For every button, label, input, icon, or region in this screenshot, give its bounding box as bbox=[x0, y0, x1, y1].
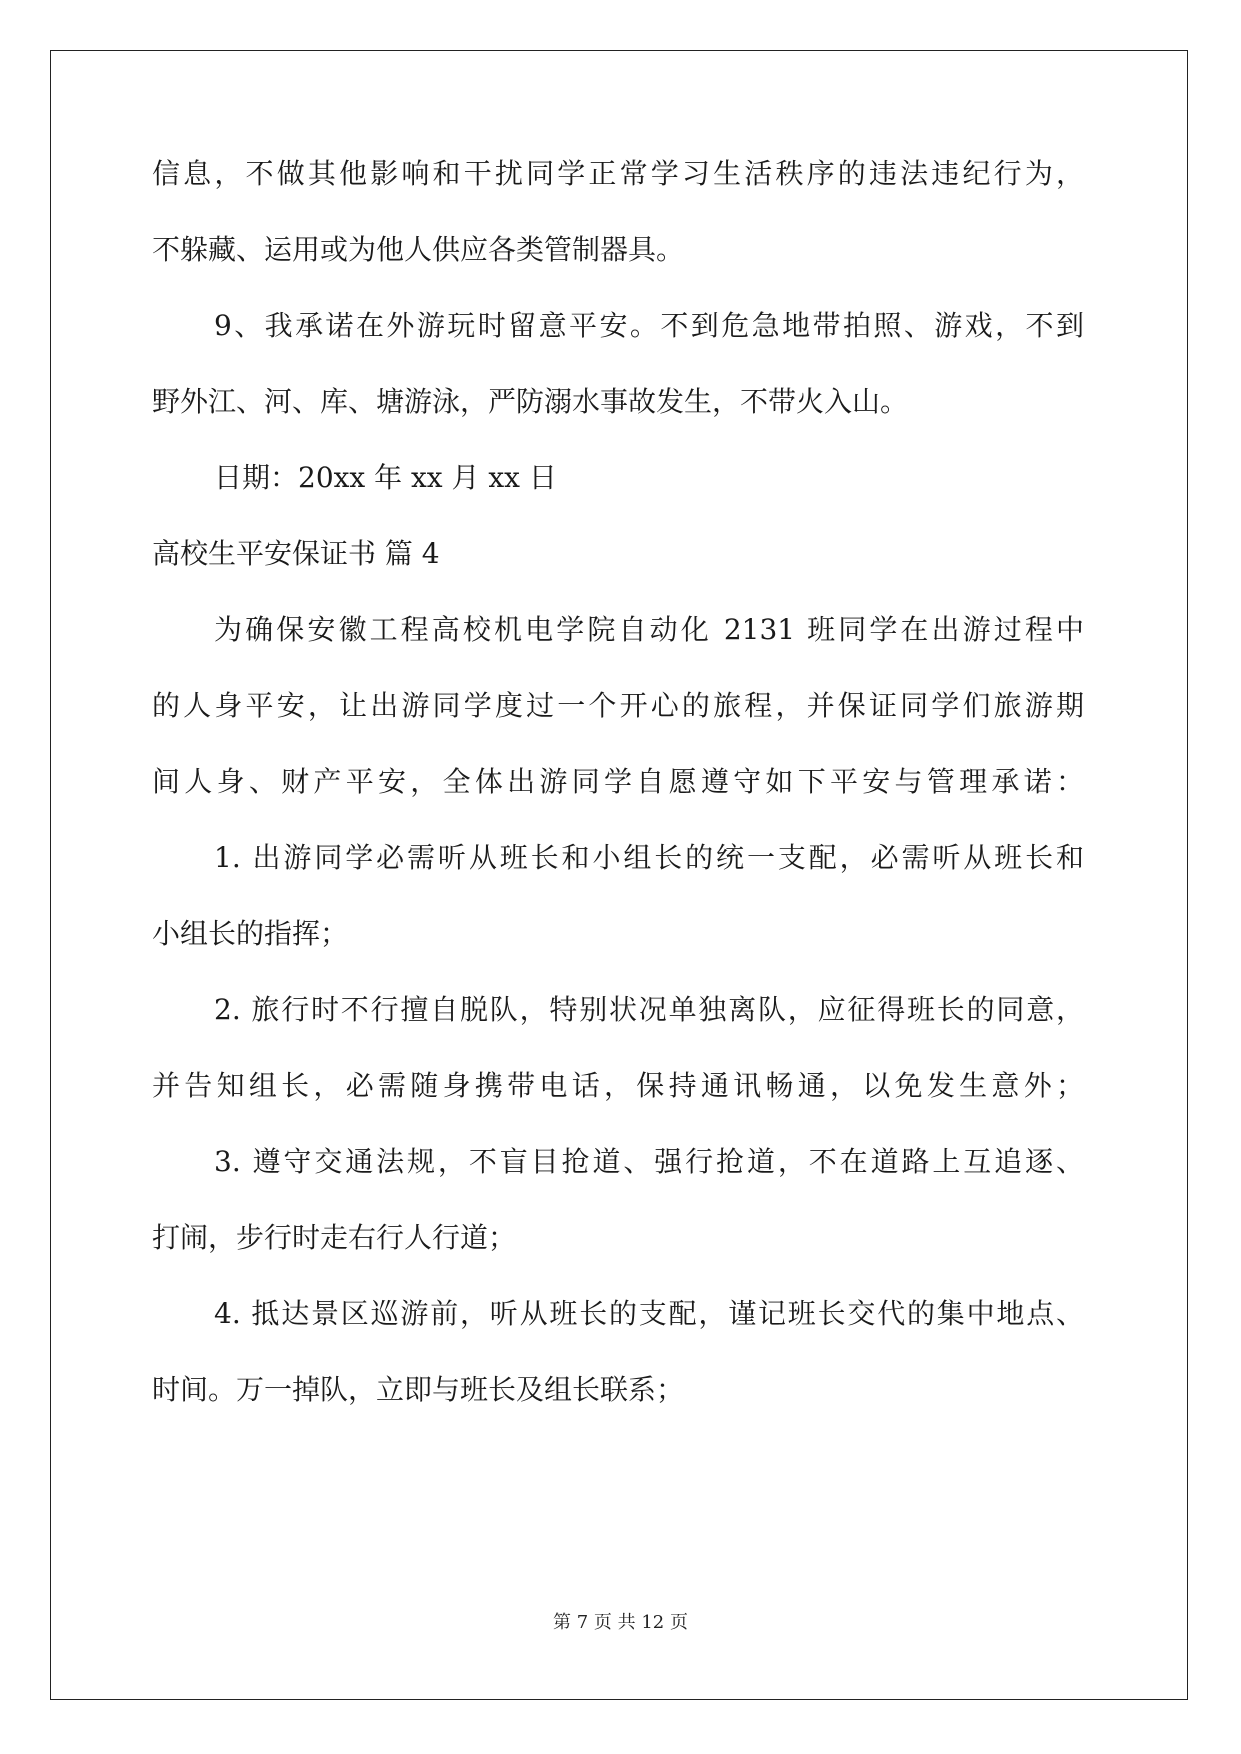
item-4-line-1: 4. 抵达景区巡游前，听从班长的支配，谨记班长交代的集中地点、 bbox=[214, 1297, 1084, 1330]
item-3-line-1: 3. 遵守交通法规，不盲目抢道、强行抢道，不在道路上互追逐、 bbox=[214, 1145, 1084, 1178]
item-4-line-2: 时间。万一掉队，立即与班长及组长联系； bbox=[152, 1373, 685, 1406]
body-line-2: 不躲藏、运用或为他人供应各类管制器具。 bbox=[152, 233, 685, 266]
item-2-line-2: 并告知组长，必需随身携带电话，保持通讯畅通，以免发生意外； bbox=[152, 1069, 1084, 1102]
item-9-line-2: 野外江、河、库、塘游泳，严防溺水事故发生，不带火入山。 bbox=[152, 385, 909, 418]
item-1-line-1: 1. 出游同学必需听从班长和小组长的统一支配，必需听从班长和 bbox=[214, 841, 1084, 874]
item-9-line-1: 9、我承诺在外游玩时留意平安。不到危急地带拍照、游戏，不到 bbox=[214, 309, 1084, 342]
section-heading: 高校生平安保证书 篇 4 bbox=[152, 537, 440, 570]
intro-line-1: 为确保安徽工程高校机电学院自动化 2131 班同学在出游过程中 bbox=[214, 613, 1084, 646]
intro-line-3: 间人身、财产平安，全体出游同学自愿遵守如下平安与管理承诺： bbox=[152, 765, 1084, 798]
intro-line-2: 的人身平安，让出游同学度过一个开心的旅程，并保证同学们旅游期 bbox=[152, 689, 1084, 722]
body-line-1: 信息，不做其他影响和干扰同学正常学习生活秩序的违法违纪行为， bbox=[152, 157, 1084, 190]
item-1-line-2: 小组长的指挥； bbox=[152, 917, 349, 950]
item-3-line-2: 打闹，步行时走右行人行道； bbox=[152, 1221, 517, 1254]
item-2-line-1: 2. 旅行时不行擅自脱队，特别状况单独离队，应征得班长的同意， bbox=[214, 993, 1084, 1026]
date-line: 日期：20xx 年 xx 月 xx 日 bbox=[214, 461, 557, 494]
page-number-footer: 第 7 页 共 12 页 bbox=[553, 1612, 688, 1633]
